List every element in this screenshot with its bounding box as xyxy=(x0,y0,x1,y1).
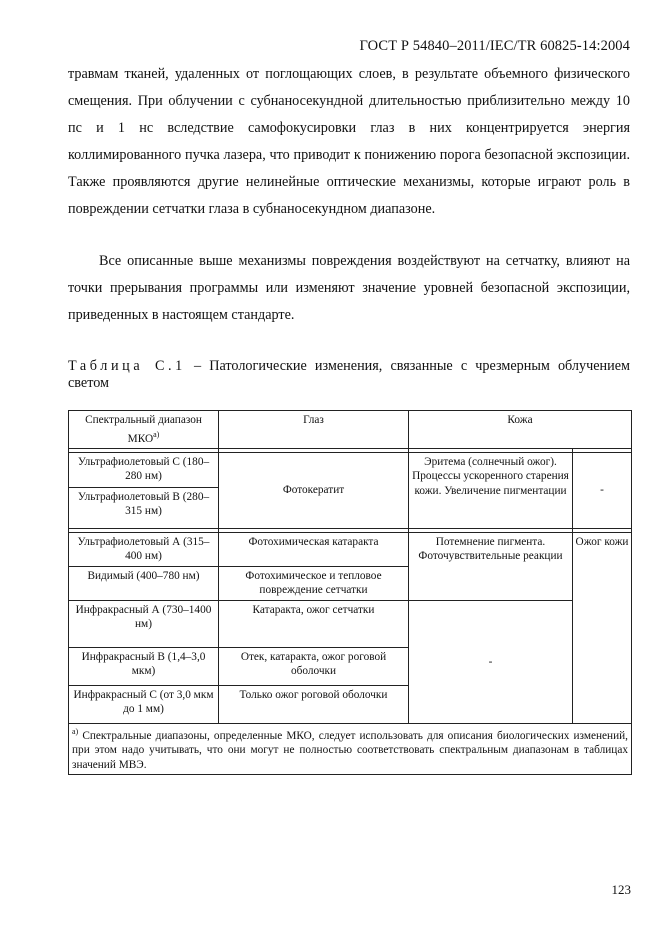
cell-skin-burn: Ожог кожи xyxy=(573,532,632,723)
document-code: ГОСТ Р 54840–2011/IEC/TR 60825-14:2004 xyxy=(359,38,630,54)
cell-range-uvc: Ультрафиолетовый С (180–280 нм) xyxy=(69,452,219,487)
table-footnote: $^{а)}$ Спектральные диапазоны, определенные МКО, следует использовать для описания биологических изменений, при этом надо учитывать, что они могут не полностью соответствовать спектральным диапазонам в таблицах значений МВЭ. xyxy=(69,723,632,774)
cell-skin-pigment: Потемнение пигмента. Фоточувствительные реакции xyxy=(409,532,573,600)
cell-range-uvb: Ультрафиолетовый В (280–315 нм) xyxy=(69,487,219,528)
cell-eye-irb: Отек, катаракта, ожог роговой оболочки xyxy=(219,647,409,685)
cell-eye-ira: Катаракта, ожог сетчатки xyxy=(219,600,409,647)
cell-range-irc: Инфракрасный С (от 3,0 мкм до 1 мм) xyxy=(69,685,219,723)
header-skin: Кожа xyxy=(409,411,632,449)
cell-range-uva: Ультрафиолетовый А (315–400 нм) xyxy=(69,532,219,566)
cell-skin-dash: - xyxy=(573,452,632,528)
footnote-mark: а) xyxy=(72,726,79,736)
table-row xyxy=(69,452,632,487)
table-caption-text: – Патологические изменения, связанные с чрезмерным облучением светом xyxy=(68,358,630,391)
page-number: 123 xyxy=(611,882,631,897)
cell-range-visible: Видимый (400–780 нм) xyxy=(69,566,219,600)
paragraph-2: Все описанные выше механизмы повреждения воздействуют на сетчатку, влияют на точки прерывания программы или изменяют значение уровней безопасной экспозиции, приведенных в настоящем стандарте. xyxy=(68,253,630,323)
cell-range-irb: Инфракрасный В (1,4–3,0 мкм) xyxy=(69,647,219,685)
paragraph-1: травмам тканей, удаленных от поглощающих слоев, в результате объемного физического смещения. При облучении с субнаносекундной длительностью приблизительно между 10 пс и 1 нс вследствие самофокусировки глаз в них концентрируется энергия коллимированного пучка лазера, что приводит к понижению порога безопасной экспозиции. Также проявляются другие нелинейные оптические механизмы, которые играют роль в повреждении сетчатки глаза в субнаносекундном диапазоне. xyxy=(68,66,630,217)
cell-eye-photokeratitis: Фотокератит xyxy=(219,452,409,528)
footnote-mark: а) xyxy=(153,429,160,439)
table-header-row xyxy=(69,411,632,449)
cell-skin-erythema: Эритема (солнечный ожог). Процессы ускоренного старения кожи. Увеличение пигментации xyxy=(409,452,573,528)
table-caption-label: Таблица С.1 xyxy=(68,358,186,374)
cell-eye-uva: Фотохимическая катаракта xyxy=(219,532,409,566)
table-footnote-row xyxy=(69,723,632,774)
cell-skin-ir-dash: - xyxy=(409,600,573,723)
header-eye: Глаз xyxy=(219,411,409,449)
cell-eye-irc: Только ожог роговой оболочки xyxy=(219,685,409,723)
pathology-table xyxy=(68,410,632,775)
cell-range-ira: Инфракрасный А (730–1400 нм) xyxy=(69,600,219,647)
table-caption xyxy=(68,358,630,392)
header-spectral-range: Спектральный диапазон $МКО^{а)}$ xyxy=(69,411,219,449)
table-row xyxy=(69,532,632,566)
table-row xyxy=(69,600,632,647)
cell-eye-visible: Фотохимическое и тепловое повреждение сетчатки xyxy=(219,566,409,600)
